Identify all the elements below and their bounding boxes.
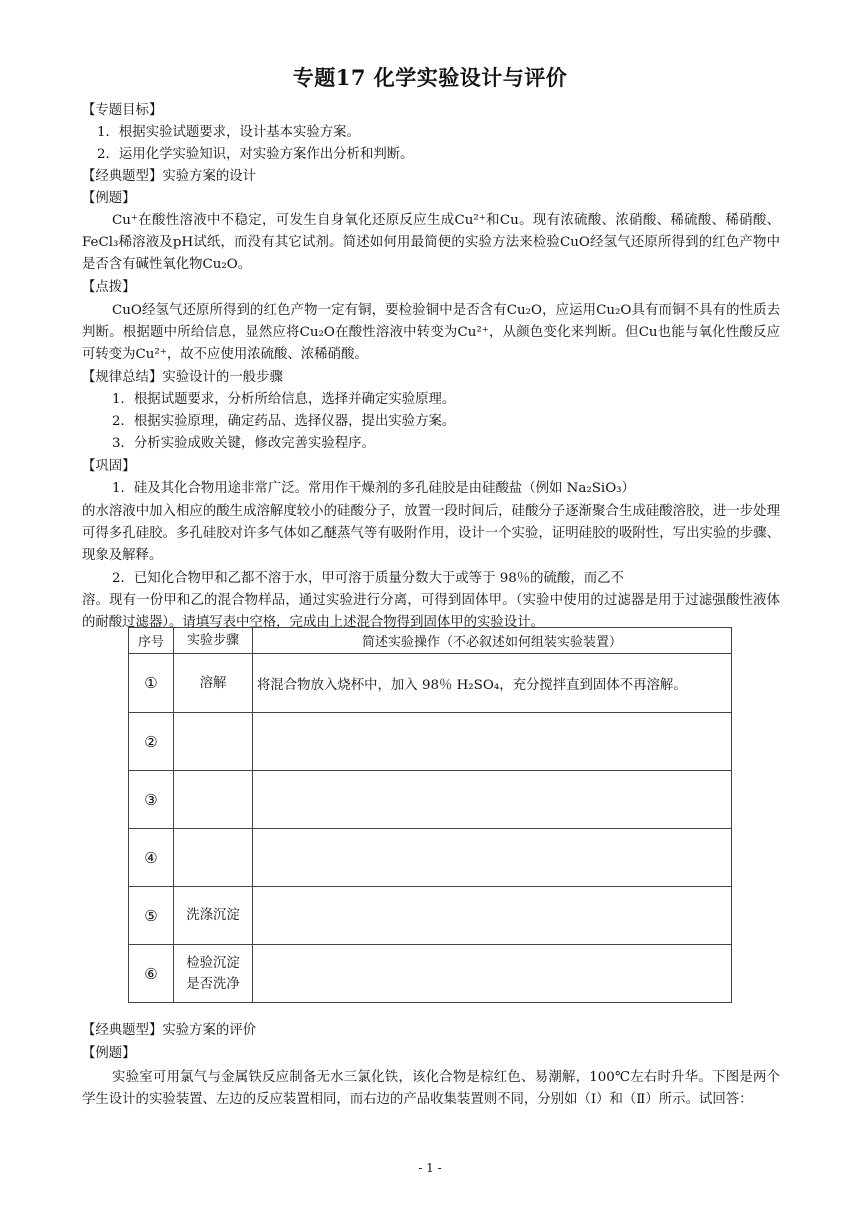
- row-operation: 将混合物放入烧杯中，加入 98％ H₂SO₄，充分搅拌直到固体不再溶解。: [253, 654, 732, 713]
- example-heading: 【例题】: [82, 191, 136, 206]
- section-heading-evaluation: 【经典题型】实验方案的评价: [82, 1023, 257, 1038]
- row-operation-blank[interactable]: [253, 945, 732, 1003]
- section-heading-design: 【经典题型】实验方案的设计: [82, 169, 257, 184]
- example-2-text: 实验室可用氯气与金属铁反应制备无水三氯化铁，该化合物是棕红色、易潮解，100℃左右时升华。下图是两个学生设计的实验装置、左边的反应装置相同，而右边的产品收集装置则不同，分别如（Ⅰ）和（Ⅱ）所示。试回答：: [82, 1070, 780, 1108]
- practice-1-text: 的水溶液中加入相应的酸生成溶解度较小的硅酸分子，放置一段时间后，硅酸分子逐渐聚合生成硅酸溶胶，进一步处理可得多孔硅胶。多孔硅胶对许多气体如乙醚蒸气等有吸附作用，设计一个实验，证明硅胶的吸附性，写出实验的步骤、现象及解释。: [82, 504, 780, 564]
- row-step-blank[interactable]: [174, 829, 253, 887]
- table-row: [129, 829, 732, 887]
- row-step-blank[interactable]: [174, 771, 253, 829]
- practice-2-text: 溶。现有一份甲和乙的混合物样品，通过实验进行分离，可得到固体甲。（实验中使用的过滤器是用于过滤强酸性液体的耐酸过滤器）。请填写表中空格，完成由上述混合物得到固体甲的实验设计。: [82, 593, 780, 631]
- table-row: [129, 771, 732, 829]
- summary-step-2: 2．根据实验原理，确定药品、选择仪器，提出实验方案。: [112, 414, 456, 429]
- practice-1-first-line: 1．硅及其化合物用途非常广泛。常用作干燥剂的多孔硅胶是由硅酸盐（例如 Na₂SiO₃）: [112, 481, 635, 496]
- page-title: 专题17 化学实验设计与评价: [292, 65, 568, 90]
- table-row: [129, 713, 732, 771]
- summary-step-3: 3．分析实验成败关键，修改完善实验程序。: [112, 436, 375, 451]
- row-operation-blank[interactable]: [253, 713, 732, 771]
- row-number: ⑥: [129, 945, 174, 1003]
- row-step: 洗涤沉淀: [174, 887, 253, 945]
- goal-item-2: 2．运用化学实验知识，对实验方案作出分析和判断。: [97, 147, 414, 162]
- row-step: 溶解: [174, 654, 253, 713]
- row-number: ①: [129, 654, 174, 713]
- page-number: - 1 -: [418, 1161, 442, 1175]
- table-row: [129, 887, 732, 945]
- row-number: ④: [129, 829, 174, 887]
- goal-heading: 【专题目标】: [82, 103, 163, 118]
- row-number: ③: [129, 771, 174, 829]
- experiment-table: [128, 627, 732, 1003]
- row-operation-blank[interactable]: [253, 887, 732, 945]
- row-operation-blank[interactable]: [253, 771, 732, 829]
- example-text: Cu⁺在酸性溶液中不稳定，可发生自身氧化还原反应生成Cu²⁺和Cu。现有浓硫酸、浓硝酸、稀硫酸、稀硝酸、FeCl₃稀溶液及pH试纸，而没有其它试剂。简述如何用最简便的实验方法来检验CuO经氢气还原所得到的红色产物中是否含有碱性氧化物Cu₂O。: [82, 213, 780, 273]
- table-header-row: [129, 628, 732, 654]
- row-number: ②: [129, 713, 174, 771]
- practice-2-first-line: 2．已知化合物甲和乙都不溶于水，甲可溶于质量分数大于或等于 98％的硫酸，而乙不: [112, 571, 624, 586]
- table-row: [129, 945, 732, 1003]
- row-step: 检验沉淀 是否洗净: [174, 945, 253, 1003]
- row-step-blank[interactable]: [174, 713, 253, 771]
- row-number: ⑤: [129, 887, 174, 945]
- hint-heading: 【点拨】: [82, 280, 136, 295]
- header-number: 序号: [129, 628, 174, 654]
- practice-heading: 【巩固】: [82, 459, 136, 474]
- goal-item-1: 1．根据实验试题要求，设计基本实验方案。: [97, 125, 360, 140]
- table-row: [129, 654, 732, 713]
- summary-step-1: 1．根据试题要求，分析所给信息，选择并确定实验原理。: [112, 392, 456, 407]
- hint-text: CuO经氢气还原所得到的红色产物一定有铜，要检验铜中是否含有Cu₂O，应运用Cu₂O具有而铜不具有的性质去判断。根据题中所给信息，显然应将Cu₂O在酸性溶液中转变为Cu²⁺，从颜色变化来判断。但Cu也能与氧化性酸反应可转变为Cu²⁺，故不应使用浓硫酸、浓稀硝酸。: [82, 303, 780, 363]
- header-step: 实验步骤: [174, 628, 253, 654]
- row-operation-blank[interactable]: [253, 829, 732, 887]
- example-2-heading: 【例题】: [82, 1046, 136, 1061]
- summary-heading: 【规律总结】实验设计的一般步骤: [82, 370, 283, 385]
- header-operation: 简述实验操作（不必叙述如何组装实验装置）: [253, 628, 732, 654]
